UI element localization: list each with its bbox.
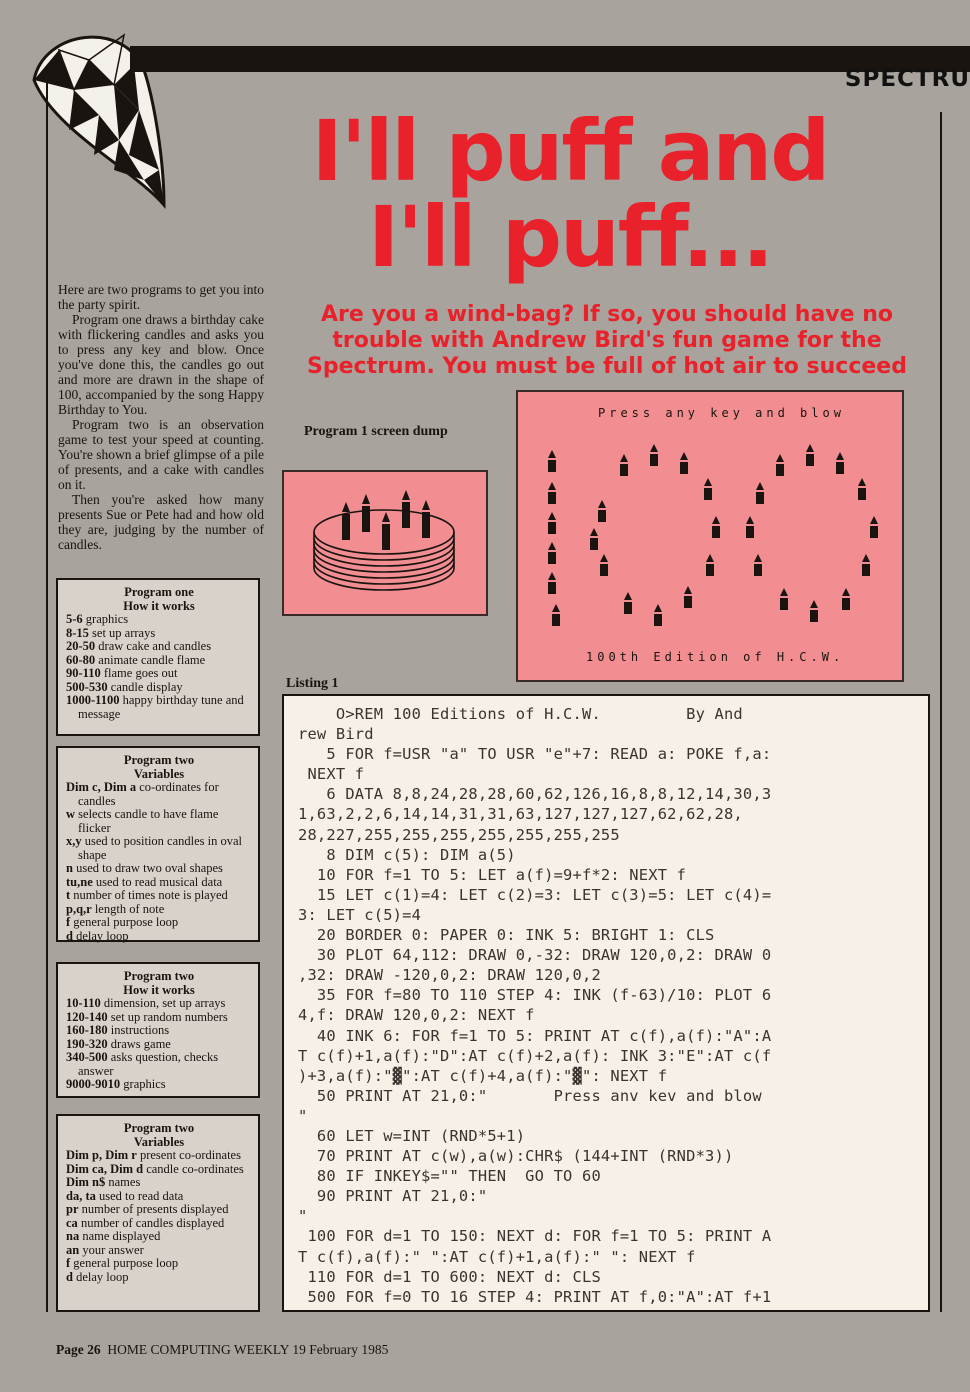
box-row (66, 694, 252, 721)
box-row (66, 781, 252, 808)
box-row (66, 903, 252, 917)
box-row-value: candle display (107, 679, 183, 694)
box-row (66, 1078, 252, 1092)
box-row (66, 654, 252, 668)
headline (220, 102, 920, 286)
box-row (66, 876, 252, 890)
frame-right (940, 112, 942, 1312)
box-row (66, 930, 252, 944)
box-program-two-variables-b (56, 1114, 260, 1312)
box-row (66, 1149, 252, 1163)
basic-listing: O>REM 100 Editions of H.C.W. By And rew Bird 5 FOR f=USR "a" TO USR "e"+7: READ a: POKE f,a: NEXT f 6 DATA 8,8,24,28,28,60,62,126,16,8,8,12,14,30,3 1,63,2,2,6,14,14,31,31,63,127,127,127,62,62,28, 28,227,255,255,255,255,255,255,255 8 DIM c(5): DIM a(5) 10 FOR f=1 TO 5: LET a(f)=9+f*2: NEXT f 15 LET c(1)=4: LET c(2)=3: LET c(3)=5: LET c(4)= 3: LET c(5)=4 20 BORDER 0: PAPER 0: INK 5: BRIGHT 1: CLS 30 PLOT 64,112: DRAW 0,-32: DRAW 120,0,2: DRAW 0 ,32: DRAW -120,0,2: DRAW 120,0,2 35 FOR f=80 TO 110 STEP 4: INK (f-63)/10: PLOT 6 4,f: DRAW 120,0,2: NEXT f 40 INK 6: FOR f=1 TO 5: PRINT AT c(f),a(f):"A":A T c(f)+1,a(f):"D":AT c(f)+2,a(f): INK 3:"E":AT c(f )+3,a(f):"▓":AT c(f)+4,a(f):"▓": NEXT f 50 PRINT AT 21,0:" Press anv kev and blow " 60 LET w=INT (RND*5+1) 70 PRINT AT c(w),a(w):CHR$ (144+INT (RND*3)) 80 IF INKEY$="" THEN GO TO 60 90 PRINT AT 21,0:" " 100 FOR d=1 TO 150: NEXT d: FOR f=1 TO 5: PRINT A T c(f),a(f):" ":AT c(f)+1,a(f):" ": NEXT f 110 FOR d=1 TO 600: NEXT d: CLS 500 FOR f=0 TO 16 STEP 4: PRINT AT f,0:"A":AT f+1 (298, 705, 772, 1306)
box-row-value: number of presents displayed (78, 1202, 229, 1216)
box-row (66, 916, 252, 930)
box-row-key: t (66, 888, 71, 902)
box-row (66, 1190, 252, 1204)
box-row-key: ca (66, 1215, 78, 1230)
box-row-key: 90-110 (66, 666, 101, 680)
box-row-value: general purpose loop (70, 915, 179, 929)
box-row-value: animate candle flame (95, 652, 206, 667)
box-title: Program two (123, 1121, 195, 1135)
box-row (66, 1244, 252, 1258)
box-row (66, 1230, 252, 1244)
section-tag: SPECTRU (844, 66, 970, 92)
screen-top-text: Press any key and blow (598, 406, 845, 420)
page-number: Page 26 (56, 1342, 101, 1357)
box-row-value: names (105, 1175, 141, 1189)
box-row-value: asks question, checks answer (78, 1050, 219, 1078)
box-row (66, 808, 252, 835)
box-row-key: 5-6 (66, 612, 83, 626)
headline-line-2: I'll puff... (368, 188, 772, 286)
listing-1 (282, 694, 930, 1312)
box-row-key: w (66, 807, 76, 821)
footer-text: HOME COMPUTING WEEKLY 19 February 1985 (107, 1342, 389, 1357)
box-row (66, 667, 252, 681)
box-row-value: name displayed (79, 1229, 161, 1243)
box-program-two-variables-a (56, 746, 260, 942)
box-title: Variables (133, 1134, 185, 1149)
box-row-key: 120-140 (66, 1009, 108, 1024)
box-row-value: delay loop (72, 928, 129, 943)
box-row-key: Dim p, Dim r (66, 1148, 137, 1162)
box-row-key: x,y (66, 834, 82, 848)
box-title: Program two (123, 969, 195, 983)
box-row (66, 835, 252, 862)
box-row-value: co-ordinates for candles (78, 780, 219, 808)
box-row (66, 1203, 252, 1217)
box-row (66, 1217, 252, 1231)
box-row-key: na (66, 1229, 80, 1243)
box-row-value: instructions (107, 1023, 170, 1037)
box-row-value: delay loop (72, 1269, 129, 1284)
candles-100-drawing (518, 392, 902, 680)
box-row-key: 20-50 (66, 639, 96, 653)
box-row-key: Dim n$ (66, 1175, 106, 1189)
box-row-value: number of times note is played (70, 888, 228, 902)
box-row-value: set up random numbers (107, 1009, 228, 1024)
box-row (66, 613, 252, 627)
box-row-key: d (66, 928, 73, 943)
listing-caption: Listing 1 (286, 676, 339, 691)
box-row-key: p,q,r (66, 901, 92, 916)
box-row (66, 1163, 252, 1177)
screen-dump-cake (282, 470, 488, 616)
box-row-value: candle co-ordinates (143, 1161, 244, 1176)
box-row (66, 1038, 252, 1052)
box-row (66, 1051, 252, 1078)
box-row-value: dimension, set up arrays (100, 996, 226, 1010)
intro-paragraph: Then you're asked how many presents Sue or Pete had and how old they are, judging by the number of candles. (58, 492, 264, 552)
box-row-key: da, ta (66, 1188, 96, 1203)
box-row-value: selects candle to have flame flicker (75, 807, 219, 835)
box-row-key: tu,ne (66, 874, 93, 889)
screen-caption: Program 1 screen dump (304, 424, 448, 439)
box-row (66, 1176, 252, 1190)
box-row-key: 500-530 (66, 679, 108, 694)
box-row-value: used to draw two oval shapes (72, 861, 223, 875)
box-row-value: number of candles displayed (77, 1215, 225, 1230)
intro-paragraph: Here are two programs to get you into the party spirit. (58, 282, 264, 312)
box-row-key: Dim ca, Dim d (66, 1161, 144, 1176)
box-row-key: d (66, 1269, 73, 1284)
box-row-value: flame goes out (100, 666, 178, 680)
intro-paragraph: Program two is an observation game to test your speed at counting. You're shown a brief glimpse of a pile of presents, and a cake with candles on it. (58, 417, 264, 492)
box-row (66, 862, 252, 876)
intro-paragraph: Program one draws a birthday cake with flickering candles and asks you to press any key and blow. Once you've done this, the candles go out and more are drawn in the shape of 100, accompanied by the song Happy Birthday to You. (58, 312, 264, 417)
box-row (66, 997, 252, 1011)
box-row-key: f (66, 1256, 71, 1270)
box-row-key: f (66, 915, 71, 929)
box-row-value: draws game (107, 1036, 171, 1051)
box-row-key: 8-15 (66, 625, 89, 640)
box-row (66, 1024, 252, 1038)
box-row-key: 60-80 (66, 652, 96, 667)
box-row (66, 681, 252, 695)
box-row-key: 340-500 (66, 1050, 108, 1064)
box-row-value: used to position candles in oval shape (78, 834, 243, 862)
box-title: Program two (123, 753, 195, 767)
screen-bottom-text: 100th Edition of H.C.W. (586, 650, 845, 664)
box-row-value: graphics (120, 1077, 166, 1091)
box-row-value: happy birthday tune and message (78, 693, 244, 721)
box-row-value: graphics (82, 612, 129, 626)
cake-drawing (284, 472, 486, 614)
box-row-key: 9000-9010 (66, 1077, 121, 1091)
box-row (66, 1011, 252, 1025)
intro-text (58, 282, 264, 552)
standfirst: Are you a wind-bag? If so, you should have no trouble with Andrew Bird's fun game for the Spectrum. You must be full of hot air to succeed (307, 302, 907, 379)
box-title: Variables (133, 766, 185, 781)
box-title: How it works (123, 982, 195, 997)
box-row-key: n (66, 861, 73, 875)
box-row-value: general purpose loop (70, 1256, 179, 1270)
box-title: Program one (124, 585, 194, 599)
box-row (66, 1257, 252, 1271)
box-row-value: draw cake and candles (95, 639, 212, 653)
box-title: How it works (123, 598, 195, 613)
box-row-value: used to read musical data (92, 874, 223, 889)
box-row-key: 190-320 (66, 1036, 108, 1051)
box-program-two-how-it-works (56, 962, 260, 1098)
page-footer (56, 1342, 388, 1358)
box-row-key: 10-110 (66, 996, 101, 1010)
frame-left (46, 72, 48, 1312)
box-row-key: an (66, 1242, 80, 1257)
box-row-value: length of note (91, 901, 165, 916)
box-row-value: set up arrays (88, 625, 156, 640)
headline-line-1: I'll puff and (311, 102, 829, 200)
box-row (66, 640, 252, 654)
box-row-key: Dim c, Dim a (66, 780, 137, 794)
box-program-one-how-it-works (56, 578, 260, 736)
box-row (66, 627, 252, 641)
box-row-value: your answer (79, 1242, 144, 1257)
screen-dump-100 (516, 390, 904, 682)
box-row-value: present co-ordinates (136, 1148, 241, 1162)
box-row (66, 1271, 252, 1285)
box-row-key: 1000-1100 (66, 693, 120, 707)
box-row-key: 160-180 (66, 1023, 108, 1037)
box-row-value: used to read data (95, 1188, 184, 1203)
box-row (66, 889, 252, 903)
box-row-key: pr (66, 1202, 79, 1216)
